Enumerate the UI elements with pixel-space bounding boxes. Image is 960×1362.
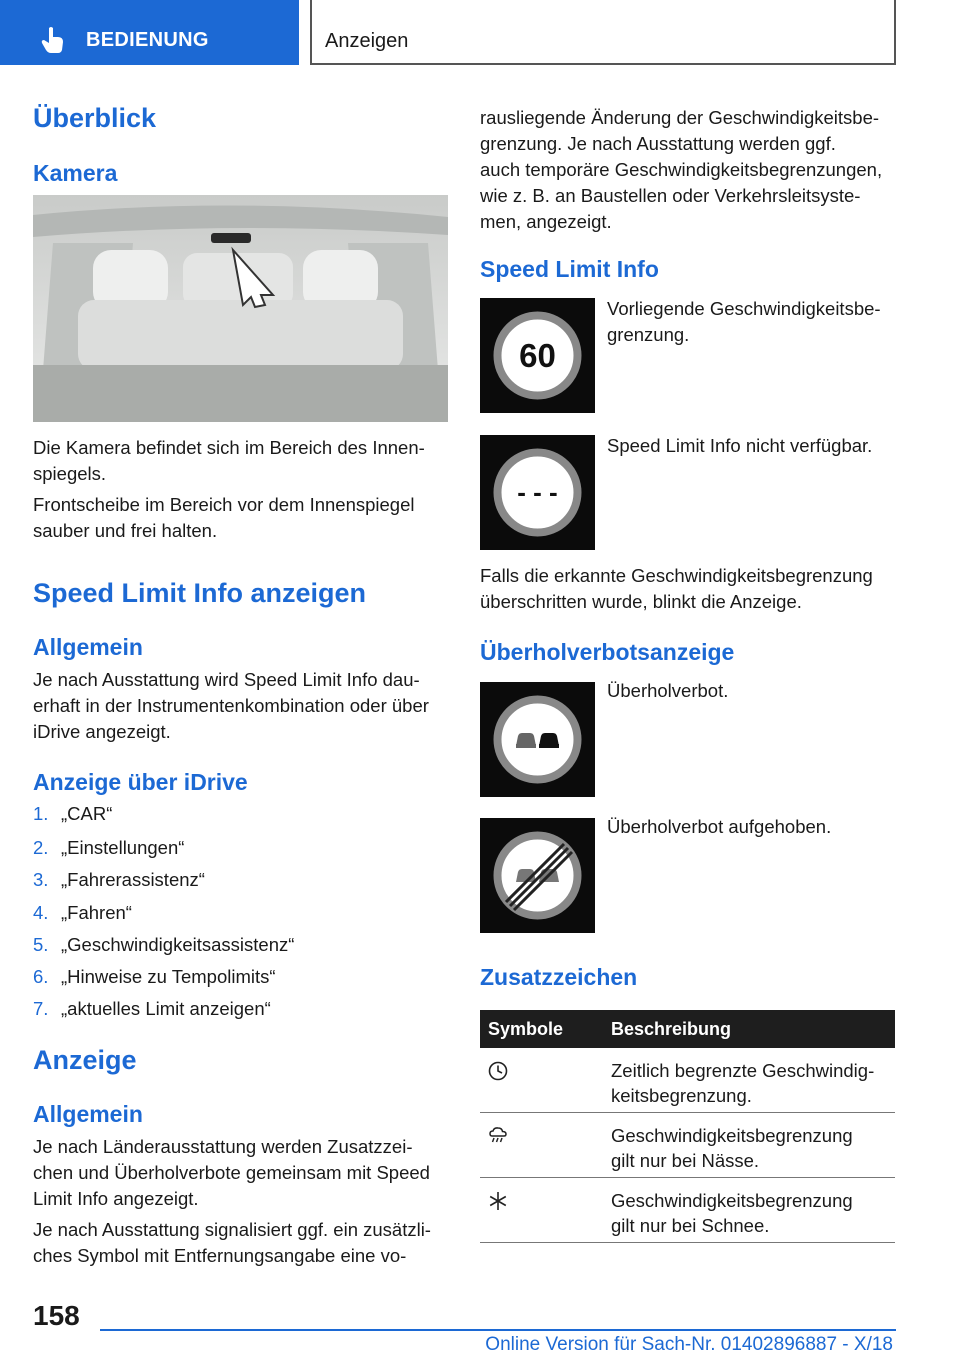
list-number: 2. [33,837,49,858]
col-header-beschreibung: Beschreibung [611,1019,732,1039]
allgemein-2-line-1: Je nach Länderausstattung werden Zusatzzei- [33,1136,413,1157]
unavailable-dashes: - - - [517,477,558,507]
list-text: „Geschwindigkeitsassistenz“ [61,934,295,955]
footer-divider [100,1329,896,1331]
list-number: 4. [33,902,49,923]
row-description [611,1188,895,1238]
allgemein-2-line-3: Limit Info angezeigt. [33,1188,199,1209]
list-number: 7. [33,998,49,1019]
heading-ueberholverbot: Überholverbotsanzeige [480,639,735,665]
continuation-line-5: men, angezeigt. [480,211,612,232]
camera-location-illustration [33,195,448,422]
subsection-label: Anzeigen [325,30,409,52]
kamera-text-1-line-1: Die Kamera befindet sich im Bereich des Innen- [33,437,425,458]
no-overtaking-sign [480,682,595,797]
zusatzzeichen-table [480,1010,895,1243]
snowflake-icon [487,1190,509,1212]
rain-cloud-icon [487,1125,509,1147]
list-number: 5. [33,934,49,955]
heading-allgemein-1: Allgemein [33,634,143,660]
speed-limit-value: 60 [519,337,556,374]
hand-pointer-icon [40,26,66,54]
end-no-overtaking-sign [480,818,595,933]
continuation-line-3: auch temporäre Geschwindigkeitsbegrenzungen, [480,159,883,180]
no-overtaking-desc: Überholverbot. [607,680,729,701]
heading-speed-limit-anzeigen: Speed Limit Info anzeigen [33,578,367,608]
end-no-overtaking-desc: Überholverbot aufgehoben. [607,816,832,837]
row-description [611,1123,895,1173]
row-desc-line-2: keitsbegrenzung. [611,1085,752,1106]
heading-anzeige-idrive: Anzeige über iDrive [33,769,248,795]
list-number: 6. [33,966,49,987]
heading-anzeige: Anzeige [33,1045,137,1075]
section-tab-label: BEDIENUNG [86,29,209,51]
list-text: „aktuelles Limit anzeigen“ [61,998,271,1019]
row-desc-line-1: Geschwindigkeitsbegrenzung [611,1190,853,1211]
col-header-symbole: Symbole [488,1019,564,1039]
row-desc-line-2: gilt nur bei Nässe. [611,1150,760,1171]
list-number: 1. [33,803,49,824]
list-text: „CAR“ [61,803,113,824]
table-row [480,1113,895,1178]
row-desc-line-1: Geschwindigkeitsbegrenzung [611,1125,853,1146]
heading-kamera: Kamera [33,160,118,186]
table-header [480,1010,895,1048]
allgemein-2-line-4: Je nach Ausstattung signalisiert ggf. ein zusätzli- [33,1219,431,1240]
speed-limit-60-sign [480,298,595,413]
allgemein-2-line-2: chen und Überholverbote gemeinsam mit Speed [33,1162,430,1183]
kamera-text-1-line-2: spiegels. [33,463,107,484]
car-interior-image [33,195,448,422]
list-text: „Fahren“ [61,902,132,923]
section-tab [0,0,299,65]
no-overtaking-cars-icon [480,682,595,797]
online-version-link[interactable]: Online Version für Sach-Nr. 01402896887 - X/18 [485,1334,893,1355]
heading-speed-limit-info: Speed Limit Info [480,256,659,282]
list-text: „Hinweise zu Tempolimits“ [61,966,276,987]
heading-allgemein-2: Allgemein [33,1101,143,1127]
sign-60-desc-line-2: grenzung. [607,324,690,345]
heading-ueberblick: Überblick [33,103,157,133]
speed-limit-unavailable-sign [480,435,595,550]
row-desc-line-2: gilt nur bei Schnee. [611,1215,770,1236]
list-text: „Einstellungen“ [61,837,185,858]
exceeded-text-line-2: überschritten wurde, blinkt die Anzeige. [480,591,802,612]
sign-unavailable-desc: Speed Limit Info nicht verfügbar. [607,435,873,456]
continuation-line-1: rausliegende Änderung der Geschwindigkeitsbe- [480,107,880,128]
kamera-text-2-line-1: Frontscheibe im Bereich vor dem Innenspiegel [33,494,415,515]
list-number: 3. [33,869,49,890]
kamera-text-2-line-2: sauber und frei halten. [33,520,218,541]
allgemein-1-line-1: Je nach Ausstattung wird Speed Limit Info dau- [33,669,420,690]
row-description [611,1058,895,1108]
allgemein-1-line-3: iDrive angezeigt. [33,721,171,742]
continuation-line-2: grenzung. Je nach Ausstattung werden ggf. [480,133,836,154]
heading-zusatzzeichen: Zusatzzeichen [480,964,638,990]
list-text: „Fahrerassistenz“ [61,869,205,890]
end-no-overtaking-icon [480,818,595,933]
allgemein-1-line-2: erhaft in der Instrumentenkombination oder über [33,695,429,716]
exceeded-text-line-1: Falls die erkannte Geschwindigkeitsbegrenzung [480,565,873,586]
allgemein-2-line-5: ches Symbol mit Entfernungsangabe eine vo- [33,1245,407,1266]
continuation-line-4: wie z. B. an Baustellen oder Verkehrsleitsyste- [480,185,861,206]
table-row [480,1178,895,1243]
sign-60-desc-line-1: Vorliegende Geschwindigkeitsbe- [607,298,881,319]
page-number: 158 [33,1300,80,1331]
table-row [480,1048,895,1113]
clock-icon [487,1060,509,1082]
row-desc-line-1: Zeitlich begrenzte Geschwindig- [611,1060,875,1081]
